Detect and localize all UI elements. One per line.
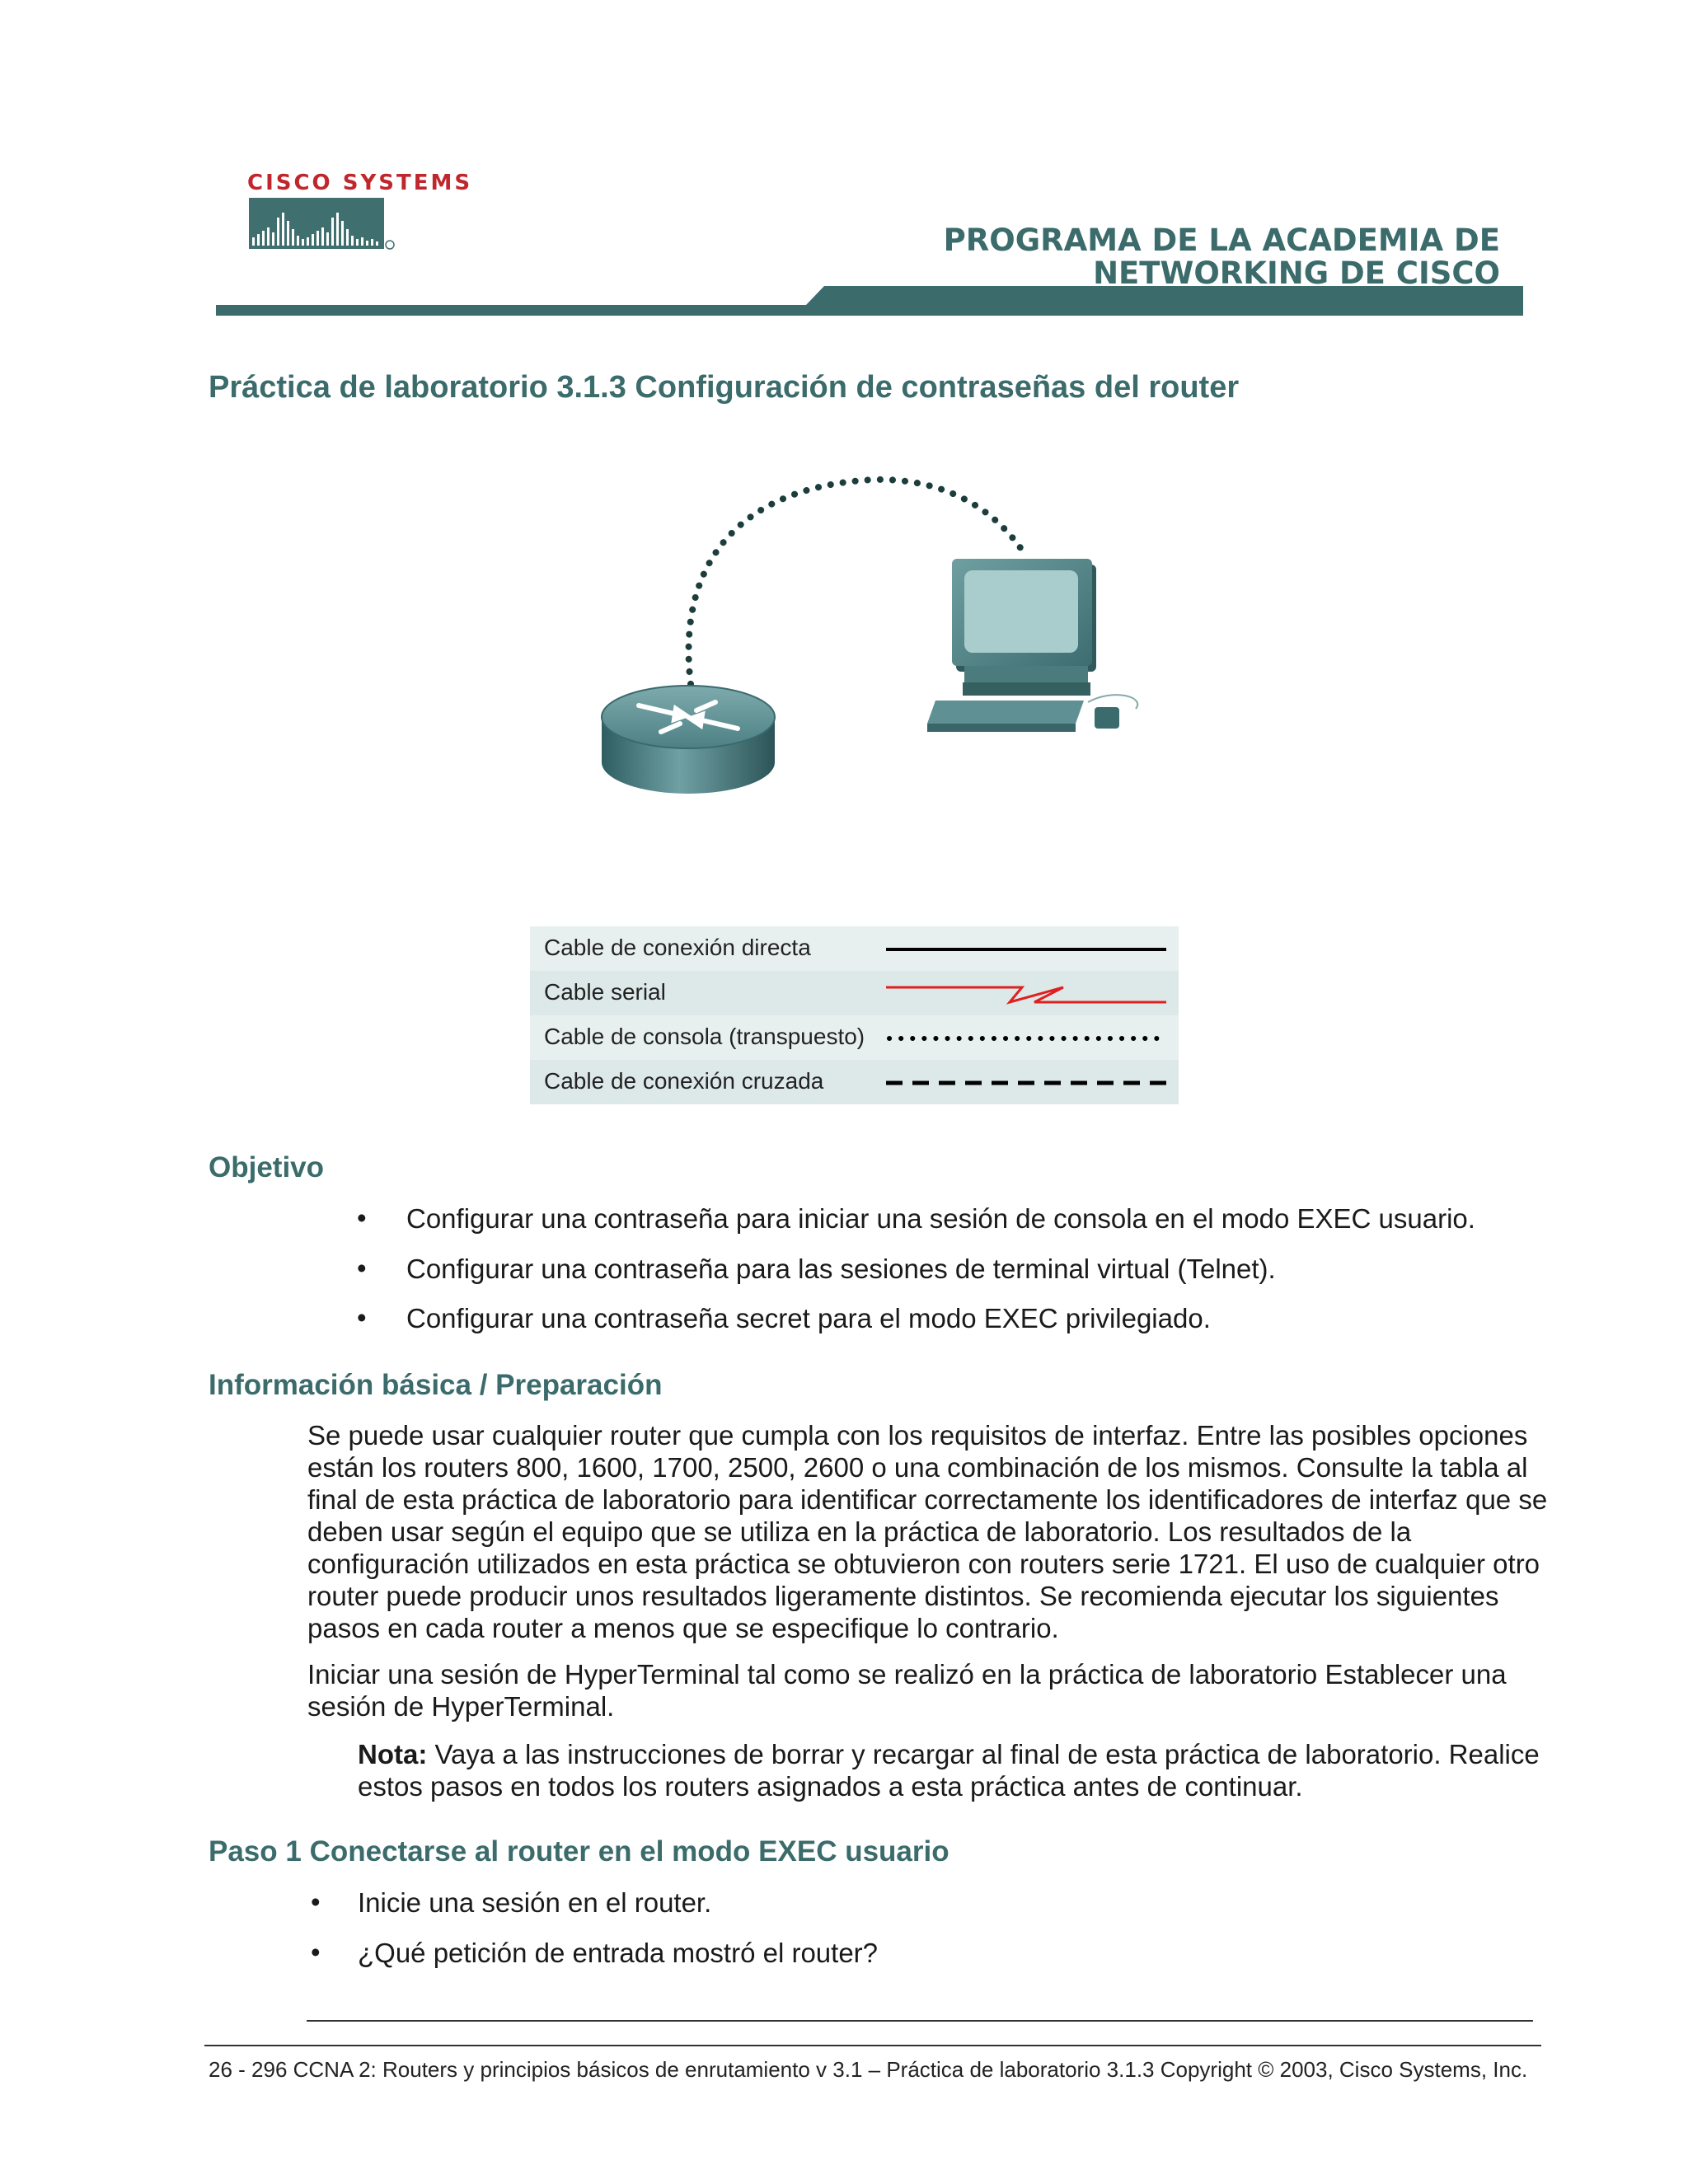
answer-line xyxy=(307,2020,1533,2022)
objective-item: Configurar una contraseña para las sesiones de terminal virtual (Telnet). xyxy=(406,1254,1276,1284)
background-heading: Información básica / Preparación xyxy=(209,1369,663,1401)
bullet-icon: • xyxy=(357,1202,367,1233)
bullet-icon: • xyxy=(311,1937,321,1967)
solid-line-icon xyxy=(886,926,1166,971)
bullet-icon: • xyxy=(357,1253,367,1283)
objective-item: Configurar una contraseña para iniciar una sesión de consola en el modo EXEC usuario. xyxy=(406,1203,1475,1234)
footer-rule xyxy=(204,2045,1541,2046)
program-title-line1: PROGRAMA DE LA ACADEMIA DE xyxy=(943,223,1500,258)
step1-heading: Paso 1 Conectarse al router en el modo EXEC usuario xyxy=(209,1835,950,1868)
legend-label: Cable de conexión cruzada xyxy=(544,1068,824,1094)
bullet-icon: • xyxy=(311,1886,321,1917)
logo-text: CISCO SYSTEMS xyxy=(247,171,473,195)
note-text: Vaya a las instrucciones de borrar y recargar al final de esta práctica de laboratorio. Realice estos pasos en todos los routers asignados a esta práctica antes de continuar. xyxy=(358,1739,1540,1802)
router-icon xyxy=(602,686,775,794)
legend-row-crossover xyxy=(530,1060,1179,1104)
legend-row-straight xyxy=(530,926,1179,971)
step1-item: Inicie una sesión en el router. xyxy=(358,1887,712,1918)
background-paragraph-1: Se puede usar cualquier router que cumpla con los requisitos de interfaz. Entre las posibles opciones están los routers 800, 1600, 1700, 2500, 2600 o una combinación de los mismos. Consulte la tabla al final de esta práctica de laboratorio para identificar correctamente los identificadores de interfaz que se deben usar según el equipo que se utiliza en la práctica de laboratorio. Los resultados de la configuración utilizados en esta práctica se obtuvieron con routers serie 1721. El uso de cualquier otro router puede producir unos resultados ligeramente distintos. Se recomienda ejecutar los siguientes pasos en cada router a menos que se especifique lo contrario. xyxy=(307,1420,1548,1643)
note-paragraph xyxy=(358,1738,1545,1802)
program-title xyxy=(944,224,1500,290)
dashed-line-icon xyxy=(886,1060,1166,1104)
lab-title: Práctica de laboratorio 3.1.3 Configuración de contraseñas del router xyxy=(209,370,1240,405)
cable-legend xyxy=(530,926,1179,1108)
dotted-line-icon xyxy=(886,1015,1166,1060)
legend-row-serial xyxy=(530,971,1179,1015)
topology-diagram xyxy=(577,462,1170,841)
program-title-line2: NETWORKING DE CISCO xyxy=(1093,255,1500,291)
legend-label: Cable serial xyxy=(544,979,666,1005)
bullet-icon: • xyxy=(357,1302,367,1333)
background-paragraph-2: Iniciar una sesión de HyperTerminal tal como se realizó en la práctica de laboratorio Establecer una sesión de HyperTerminal. xyxy=(307,1659,1507,1722)
step1-item: ¿Qué petición de entrada mostró el router? xyxy=(358,1938,879,1968)
workstation-icon xyxy=(927,559,1137,732)
legend-row-console xyxy=(530,1015,1179,1060)
page-footer: 26 - 296 CCNA 2: Routers y principios básicos de enrutamiento v 3.1 – Práctica de laboratorio 3.1.3 Copyright © 2003, Cisco Systems, Inc. xyxy=(209,2057,1528,2082)
objective-heading: Objetivo xyxy=(209,1151,325,1183)
legend-label: Cable de conexión directa xyxy=(544,935,811,960)
legend-label: Cable de consola (transpuesto) xyxy=(544,1024,865,1049)
serial-line-icon xyxy=(886,971,1166,1015)
note-label: Nota: xyxy=(358,1739,428,1769)
objective-item: Configurar una contraseña secret para el modo EXEC privilegiado. xyxy=(406,1303,1211,1333)
